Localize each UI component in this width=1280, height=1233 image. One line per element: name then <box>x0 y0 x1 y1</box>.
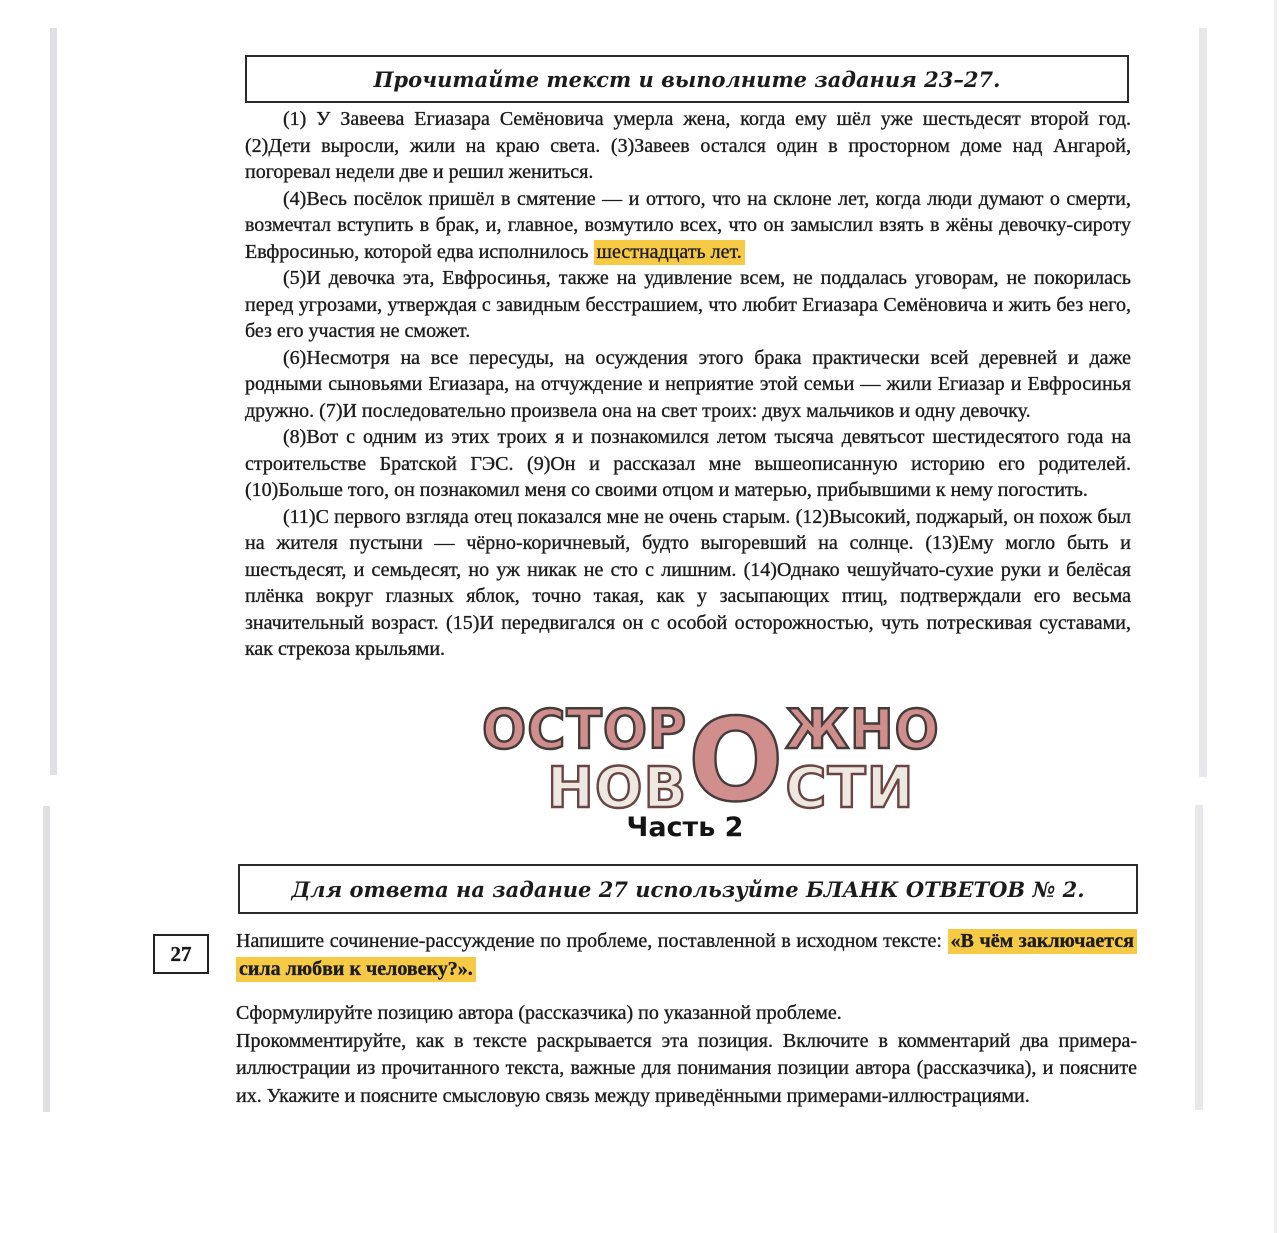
scan-frame-line <box>1274 0 1277 1233</box>
task-27-body-paragraph-1: Сформулируйте позицию автора (рассказчика) по указанной проблеме. <box>236 1002 842 1024</box>
page2-left-edge <box>43 806 50 1112</box>
task-27-intro-text: Напишите сочинение-рассуждение по проблеме, поставленной в исходном тексте: <box>236 930 948 952</box>
watermark-big-o-letter: О <box>688 694 785 828</box>
watermark-text-ostor: ОСТОР <box>482 698 688 762</box>
reading-text-block <box>245 106 1131 663</box>
highlight-sixteen-years: шестнадцать лет. <box>594 240 745 265</box>
paragraph-1 <box>245 106 1131 186</box>
paragraph-6 <box>245 504 1131 663</box>
paragraph-4-text: (6)Несмотря на все пересуды, на осуждения этого брака практически всей деревней и даже родными сыновьями Егиазара, на отчуждение и неприятие этой семьи — жили Егиазар и Евфросинья дружно. (7)И последовательно произвела она на свет троих: двух мальчиков и одну девочку. <box>245 346 1131 422</box>
watermark-text-sti: СТИ <box>785 756 915 821</box>
paragraph-3-text: (5)И девочка эта, Евфросинья, также на удивление всем, не поддалась уговорам, не покорилась перед угрозами, утверждая с завидным бесстрашием, что любит Егиазара Семёновича и жить без него, без его участия не сможет. <box>245 267 1131 342</box>
page1-right-edge <box>1199 28 1207 777</box>
watermark-text-zhno: ЖНО <box>785 698 940 762</box>
paragraph-2 <box>245 186 1131 266</box>
paragraph-6-text: (11)С первого взгляда отец показался мне не очень старым. (12)Высокий, поджарый, он похож был на жителя пустыни — чёрно-коричневый, будто выгоревший на солнце. (13)Ему могло быть и шестьдесят, и семьдесят, но уж никак не сто с лишним. (14)Однако чешуйчато-сухие руки и белёсая плёнка вокруг глазных яблок, точно такая, как у засыпающих птиц, подтверждали его весьма значительный возраст. (15)И передвигался он с особой осторожностью, чуть потрескивая суставами, как стрекоза крыльями. <box>245 505 1131 660</box>
highlight-essay-question: «В чём заключается сила любви к человеку?». <box>236 929 1137 982</box>
watermark-text-nov: НОВ <box>547 756 688 821</box>
answer-sheet-instruction-box <box>238 864 1138 914</box>
paragraph-3 <box>245 265 1131 345</box>
paragraph-1-text: (1) У Завеева Егиазара Семёновича умерла жена, когда ему шёл уже шестьдесят второй год. (2)Дети выросли, жили на краю света. (3)Завеев остался один в просторном доме над Ангарой, погоревал недели две и решил жениться. <box>245 108 1131 183</box>
part-2-heading: Часть 2 <box>626 812 744 843</box>
paragraph-4 <box>245 345 1131 425</box>
page1-left-edge <box>50 28 57 775</box>
task-27-text-block <box>236 928 1137 1110</box>
reading-instruction-box <box>245 55 1129 103</box>
task-27-number: 27 <box>170 941 192 966</box>
page2-right-edge <box>1195 805 1203 1110</box>
reading-instruction-text: Прочитайте текст и выполните задания 23–27. <box>373 66 1001 92</box>
paragraph-5-text: (8)Вот с одним из этих троих я и познакомился летом тысяча девятьсот шестидесятого года на строительстве Братской ГЭС. (9)Он и рассказал мне вышеописанную историю его родителей. (10)Больше того, он познакомил меня со своими отцом и матерью, прибывшими к нему погостить. <box>245 426 1131 501</box>
paragraph-2-text: (4)Весь посёлок пришёл в смятение — и оттого, что на склоне лет, когда люди думают о смерти, возмечтал вступить в брак, и, главное, возмутило всех, что он замыслил взять в жёны девочку-сироту Евфросинью, которой едва исполнилось <box>245 187 1131 263</box>
answer-sheet-instruction-text: Для ответа на задание 27 используйте БЛАНК ОТВЕТОВ № 2. <box>291 876 1085 902</box>
task-27-number-box <box>153 934 209 974</box>
task-27-intro-paragraph <box>236 928 1137 983</box>
task-27-body-paragraph-2: Прокомментируйте, как в тексте раскрывается эта позиция. Включите в комментарий два примера-иллюстрации из прочитанного текста, важные для понимания позиции автора (рассказчика), и поясните их. Укажите и поясните смысловую связь между приведёнными примерами-иллюстрациями. <box>236 1029 1137 1107</box>
watermark-right-column <box>785 698 940 821</box>
watermark-left-column <box>482 698 688 821</box>
paragraph-5 <box>245 424 1131 504</box>
